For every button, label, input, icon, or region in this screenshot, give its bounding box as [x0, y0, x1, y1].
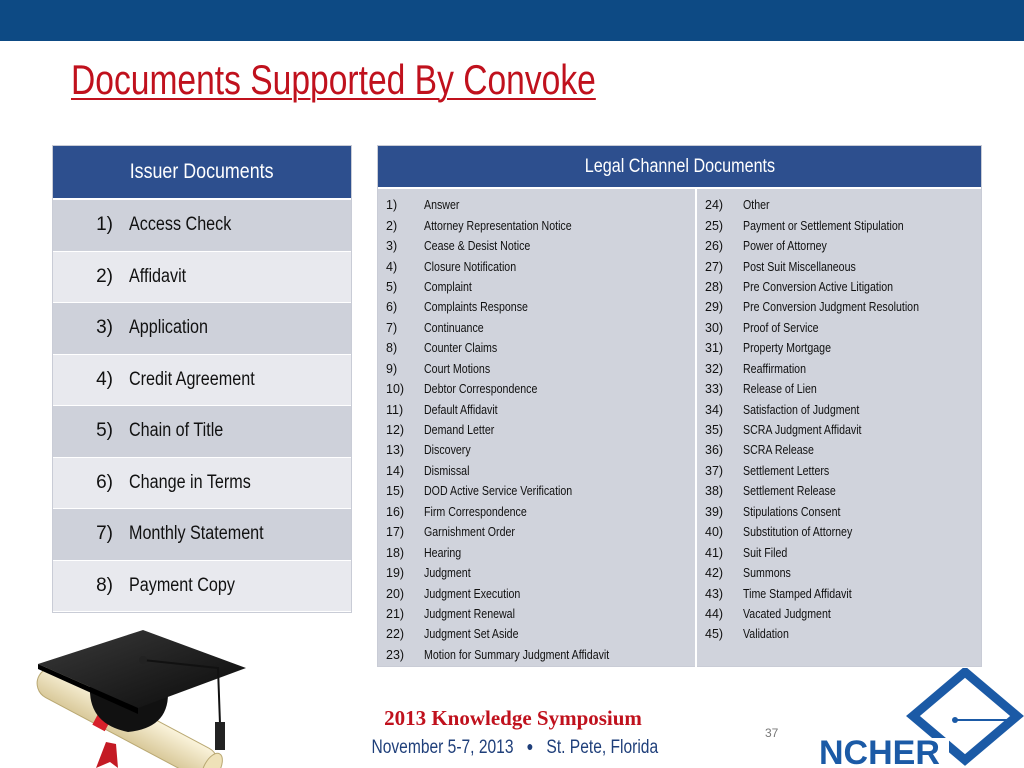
item-number: 24) [705, 198, 724, 213]
legal-list-item [697, 236, 981, 256]
legal-table-header [378, 146, 981, 189]
item-number: 15) [386, 484, 405, 499]
item-number: 32) [705, 361, 724, 376]
issuer-row [53, 252, 351, 304]
item-number: 7) [386, 320, 398, 335]
item-label: Complaint [424, 279, 472, 294]
item-number: 44) [705, 606, 724, 621]
legal-list-item [697, 440, 981, 460]
item-label: Stipulations Consent [743, 504, 841, 519]
item-number: 28) [705, 279, 724, 294]
item-label: Motion for Summary Judgment Affidavit [424, 647, 610, 662]
row-number: 1) [96, 214, 113, 236]
item-label: Answer [424, 198, 460, 213]
item-label: Dismissal [424, 463, 470, 478]
item-number: 10) [386, 382, 405, 397]
row-label: Credit Agreement [129, 368, 255, 390]
item-number: 22) [386, 627, 405, 642]
legal-list-item [378, 583, 695, 603]
item-label: Summons [743, 566, 791, 581]
item-label: Other [743, 198, 770, 213]
row-number: 6) [96, 471, 113, 493]
item-number: 45) [705, 627, 724, 642]
row-label: Monthly Statement [129, 523, 264, 545]
item-number: 12) [386, 423, 405, 438]
item-number: 9) [386, 361, 398, 376]
legal-list-item [378, 624, 695, 644]
row-number: 5) [96, 420, 113, 442]
legal-list-item [697, 583, 981, 603]
symposium-dates: November 5-7, 2013 [371, 737, 514, 758]
legal-list-item [697, 256, 981, 276]
item-number: 41) [705, 545, 724, 560]
page-number: 37 [765, 726, 779, 740]
item-label: Judgment Set Aside [424, 627, 519, 642]
legal-list-item [697, 481, 981, 501]
item-number: 29) [705, 300, 724, 315]
item-number: 40) [705, 525, 724, 540]
item-label: DOD Active Service Verification [424, 484, 573, 499]
row-number: 3) [96, 317, 113, 339]
item-number: 33) [705, 382, 724, 397]
item-number: 18) [386, 545, 405, 560]
item-label: Settlement Letters [743, 463, 830, 478]
legal-list-item [697, 359, 981, 379]
item-label: Firm Correspondence [424, 504, 527, 519]
item-label: Judgment Execution [424, 586, 521, 601]
item-label: Attorney Representation Notice [424, 218, 572, 233]
item-number: 19) [386, 566, 405, 581]
item-label: Court Motions [424, 361, 491, 376]
item-number: 38) [705, 484, 724, 499]
legal-list-item [378, 236, 695, 256]
item-label: Complaints Response [424, 300, 528, 315]
item-number: 6) [386, 300, 398, 315]
legal-list-item [378, 502, 695, 522]
issuer-row [53, 200, 351, 252]
item-label: Settlement Release [743, 484, 836, 499]
legal-channel-documents-table [377, 145, 982, 667]
item-label: SCRA Judgment Affidavit [743, 423, 862, 438]
legal-header-label: Legal Channel Documents [584, 155, 775, 177]
issuer-row [53, 458, 351, 510]
item-label: Proof of Service [743, 320, 819, 335]
item-label: Suit Filed [743, 545, 788, 560]
item-number: 34) [705, 402, 724, 417]
item-number: 20) [386, 586, 405, 601]
row-label: Application [129, 317, 209, 339]
issuer-row [53, 561, 351, 613]
legal-list-item [378, 318, 695, 338]
row-label: Affidavit [129, 265, 187, 287]
item-number: 37) [705, 463, 724, 478]
legal-list-item [697, 420, 981, 440]
legal-list-item [378, 420, 695, 440]
ncher-logo-icon [815, 668, 1024, 768]
legal-list-item [697, 502, 981, 522]
legal-list-item [378, 645, 695, 665]
symposium-location: St. Pete, Florida [546, 737, 659, 758]
legal-list-item [697, 379, 981, 399]
legal-list-item [378, 563, 695, 583]
item-label: Judgment Renewal [424, 606, 515, 621]
item-label: Pre Conversion Active Litigation [743, 279, 894, 294]
legal-list-item [378, 481, 695, 501]
row-number: 2) [96, 265, 113, 287]
item-label: Counter Claims [424, 341, 498, 356]
legal-column-1 [378, 189, 697, 668]
item-number: 43) [705, 586, 724, 601]
legal-list-item [378, 542, 695, 562]
legal-list-item [697, 604, 981, 624]
legal-list-item [697, 399, 981, 419]
row-label: Access Check [129, 214, 232, 236]
legal-list-item [697, 195, 981, 215]
item-number: 14) [386, 463, 405, 478]
item-number: 42) [705, 566, 724, 581]
item-label: Satisfaction of Judgment [743, 402, 860, 417]
item-label: Vacated Judgment [743, 606, 831, 621]
legal-list-item [697, 522, 981, 542]
item-number: 17) [386, 525, 405, 540]
issuer-row [53, 355, 351, 407]
item-label: Power of Attorney [743, 239, 827, 254]
symposium-dates-location [340, 737, 686, 759]
item-number: 4) [386, 259, 398, 274]
item-number: 21) [386, 606, 405, 621]
legal-list-item [378, 604, 695, 624]
item-label: Property Mortgage [743, 341, 832, 356]
legal-list-item [697, 624, 981, 644]
item-label: Reaffirmation [743, 361, 806, 376]
legal-list-item [378, 215, 695, 235]
legal-list-item [697, 277, 981, 297]
legal-list-item [697, 215, 981, 235]
item-number: 11) [386, 402, 404, 417]
legal-list-item [378, 440, 695, 460]
item-label: Continuance [424, 320, 484, 335]
item-label: Discovery [424, 443, 471, 458]
issuer-documents-table [52, 145, 352, 613]
legal-list-item [378, 461, 695, 481]
item-label: Substitution of Attorney [743, 525, 853, 540]
symposium-title: 2013 Knowledge Symposium [384, 706, 642, 730]
issuer-rows [53, 200, 351, 612]
issuer-header-label: Issuer Documents [130, 160, 274, 183]
legal-list-item [697, 297, 981, 317]
legal-list-item [697, 461, 981, 481]
item-label: Time Stamped Affidavit [743, 586, 852, 601]
item-number: 8) [386, 341, 398, 356]
item-label: Release of Lien [743, 382, 817, 397]
item-number: 39) [705, 504, 724, 519]
row-number: 4) [96, 368, 113, 390]
row-number: 7) [96, 523, 113, 545]
legal-list-item [697, 338, 981, 358]
legal-list-item [697, 563, 981, 583]
row-number: 8) [96, 574, 113, 596]
legal-list-item [697, 318, 981, 338]
issuer-table-header [53, 146, 351, 200]
bullet-separator: ● [526, 738, 534, 754]
row-label: Payment Copy [129, 574, 235, 596]
legal-list-item [378, 195, 695, 215]
item-label: Validation [743, 627, 789, 642]
item-number: 36) [705, 443, 724, 458]
legal-list-item [378, 379, 695, 399]
item-number: 26) [705, 239, 724, 254]
item-label: Post Suit Miscellaneous [743, 259, 856, 274]
item-number: 3) [386, 239, 398, 254]
item-number: 13) [386, 443, 405, 458]
legal-column-2 [697, 189, 981, 668]
row-label: Change in Terms [129, 471, 251, 493]
item-label: Payment or Settlement Stipulation [743, 218, 904, 233]
item-label: Garnishment Order [424, 525, 515, 540]
row-label: Chain of Title [129, 420, 224, 442]
item-number: 27) [705, 259, 724, 274]
item-label: Judgment [424, 566, 471, 581]
logo-wordmark: NCHER [819, 734, 940, 768]
item-number: 2) [386, 218, 398, 233]
legal-list-item [378, 338, 695, 358]
legal-list-item [378, 277, 695, 297]
issuer-row [53, 303, 351, 355]
item-label: Pre Conversion Judgment Resolution [743, 300, 920, 315]
item-number: 1) [386, 198, 398, 213]
item-number: 25) [705, 218, 724, 233]
issuer-row [53, 509, 351, 561]
slide-title: Documents Supported By Convoke [71, 56, 596, 103]
item-label: Closure Notification [424, 259, 517, 274]
item-label: Default Affidavit [424, 402, 498, 417]
legal-list-item [378, 359, 695, 379]
issuer-row [53, 406, 351, 458]
item-label: Debtor Correspondence [424, 382, 538, 397]
item-number: 23) [386, 647, 405, 662]
top-banner-bar [0, 0, 1024, 41]
legal-list-item [378, 399, 695, 419]
item-label: Hearing [424, 545, 462, 560]
legal-list-item [697, 542, 981, 562]
graduation-cap-diploma-icon [18, 624, 258, 768]
legal-list-item [378, 256, 695, 276]
item-number: 16) [386, 504, 405, 519]
item-label: Demand Letter [424, 423, 495, 438]
item-number: 5) [386, 279, 398, 294]
legal-list-item [378, 522, 695, 542]
item-number: 31) [705, 341, 724, 356]
item-number: 30) [705, 320, 724, 335]
item-label: SCRA Release [743, 443, 814, 458]
legal-list-item [378, 297, 695, 317]
item-label: Cease & Desist Notice [424, 239, 531, 254]
item-number: 35) [705, 423, 724, 438]
